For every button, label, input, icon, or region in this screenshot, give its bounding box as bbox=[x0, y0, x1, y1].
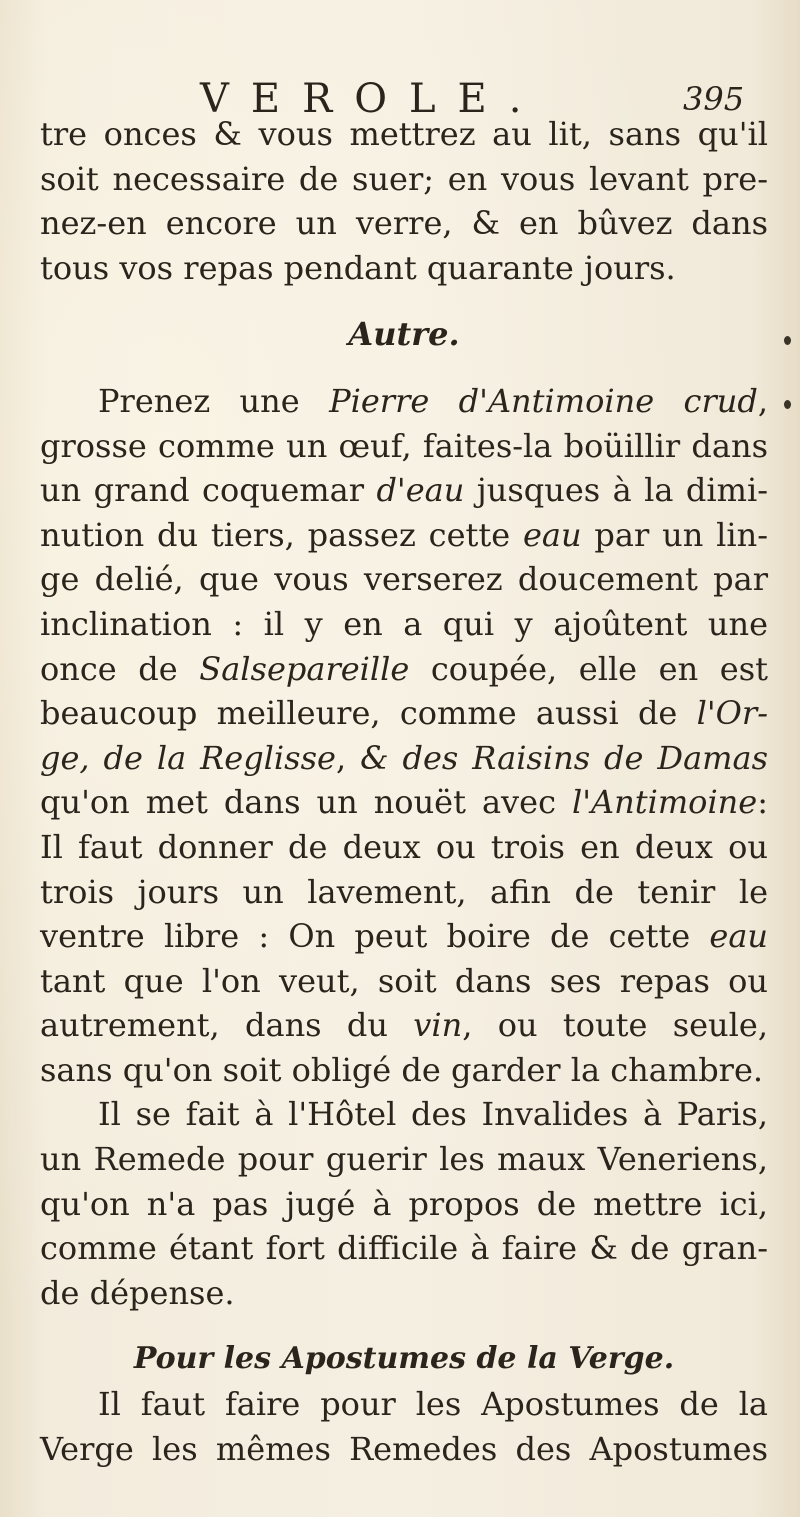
ink-speck bbox=[784, 400, 791, 409]
page-text bbox=[40, 112, 768, 1471]
ink-speck bbox=[784, 336, 791, 345]
text-line: Verge les mêmes Remedes des Apostumes bbox=[40, 1429, 768, 1468]
text-line: grosse comme un œuf, faites-la boüillir dans bbox=[40, 426, 768, 465]
text-line: Il faut faire pour les Apostumes de la bbox=[98, 1385, 768, 1424]
text-line: ventre libre : On peut boire de cette eau bbox=[40, 917, 768, 956]
text-line: autrement, dans du vin, ou toute seule, bbox=[40, 1006, 769, 1045]
text-line: nution du tiers, passez cette eau par un lin- bbox=[40, 515, 769, 554]
text-line: ge, de la Reglisse, & des Raisins de Damas bbox=[40, 738, 769, 777]
text-line: beaucoup meilleure, comme aussi de l'Or- bbox=[40, 694, 768, 733]
text-line: tre onces & vous mettrez au lit, sans qu'il bbox=[40, 115, 768, 153]
text-line: comme étant fort difficile à faire & de gran- bbox=[40, 1229, 768, 1268]
text-line: once de Salsepareille coupée, elle en est bbox=[40, 649, 768, 688]
text-line: nez-en encore un verre, & en bûvez dans bbox=[40, 204, 768, 243]
text-line: de dépense. bbox=[40, 1273, 235, 1312]
text-line: Prenez une Pierre d'Antimoine crud, bbox=[98, 381, 768, 420]
spacer bbox=[40, 290, 768, 312]
section-heading: Autre. bbox=[348, 315, 460, 354]
text-line: inclination : il y en a qui y ajoûtent une bbox=[40, 604, 768, 643]
text-line: Il faut donner de deux ou trois en deux ou bbox=[40, 827, 768, 866]
page-number: 395 bbox=[683, 80, 745, 118]
section-heading: Pour les Apostumes de la Verge. bbox=[133, 1341, 675, 1377]
text-line: ge delié, que vous verserez doucement par bbox=[40, 560, 768, 599]
spacer bbox=[40, 357, 768, 379]
text-line: qu'on n'a pas jugé à propos de mettre ici, bbox=[40, 1184, 768, 1223]
text-line: sans qu'on soit obligé de garder la chambre. bbox=[40, 1050, 764, 1089]
text-line: un Remede pour guerir les maux Veneriens, bbox=[40, 1140, 768, 1179]
text-line: un grand coquemar d'eau jusques à la dimi- bbox=[40, 471, 769, 510]
text-line: qu'on met dans un nouët avec l'Antimoine: bbox=[40, 783, 768, 822]
running-title: VEROLE. bbox=[200, 76, 544, 122]
text-line: trois jours un lavement, afin de tenir le bbox=[40, 872, 768, 911]
text-line: Il se fait à l'Hôtel des Invalides à Paris, bbox=[98, 1095, 768, 1134]
text-line: tous vos repas pendant quarante jours. bbox=[40, 248, 676, 287]
spacer bbox=[40, 1315, 768, 1337]
text-line: soit necessaire de suer; en vous levant pre- bbox=[40, 159, 768, 198]
text-line: tant que l'on veut, soit dans ses repas ou bbox=[40, 961, 768, 1000]
